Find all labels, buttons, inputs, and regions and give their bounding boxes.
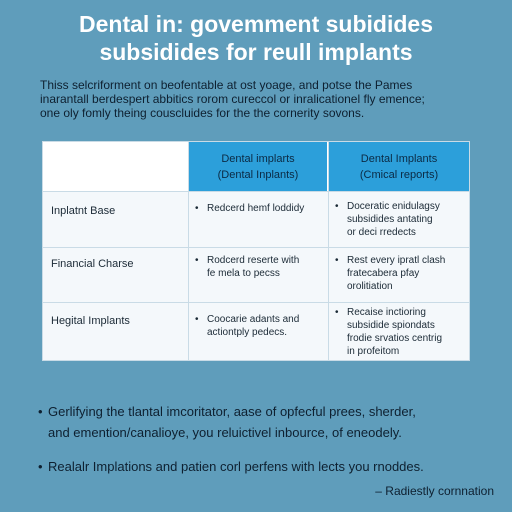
bullet: •	[38, 459, 43, 474]
title-line-1: Dental in: govemment subidides	[79, 11, 433, 37]
cell-text: orolitiation	[347, 281, 393, 292]
table-cell	[195, 313, 299, 339]
cell-text: Redcerd hemf loddidy	[207, 203, 305, 214]
note-line: Realalr Implations and patien corl perfens with lects you rnoddes.	[48, 459, 424, 474]
row-label: Inplatnt Base	[51, 205, 116, 217]
header-col-1-line-2: (Dental Inplants)	[217, 169, 299, 181]
intro-line-3: one oly fomly theing couscluides for the the cornerity sovons.	[40, 106, 365, 120]
table-cell	[335, 254, 445, 293]
bullet: •	[195, 314, 199, 325]
table-header-col-1	[189, 142, 327, 191]
table-header-row	[43, 142, 469, 191]
cell-text: subsidide spiondats	[347, 320, 435, 331]
cell-text: Rest every ipratl clash	[347, 255, 446, 266]
bullet: •	[335, 201, 339, 212]
cell-text: Coocarie adants and	[207, 314, 300, 325]
cell-text: Rodcerd reserte with	[207, 255, 300, 266]
table-row	[43, 247, 469, 303]
cell-text: or deci rredects	[347, 227, 416, 238]
table-header-col-2	[329, 142, 469, 191]
title-line-2: subsidides for reull implants	[99, 39, 413, 65]
cell-text: Doceratic enidulagsy	[347, 201, 440, 212]
bullet: •	[335, 255, 339, 266]
comparison-table	[42, 141, 470, 361]
table-cell	[195, 254, 299, 280]
list-item	[38, 401, 478, 443]
table-cell	[335, 306, 442, 358]
footer-attribution: – Radiestly cornnation	[375, 484, 494, 498]
cell-text: in profeitom	[347, 346, 400, 357]
bullet: •	[195, 255, 199, 266]
header-col-1-line-1: Dental implarts	[221, 153, 295, 165]
cell-text: fratecabera pfay	[347, 268, 420, 279]
bullet: •	[38, 404, 43, 419]
cell-text: fe mela to pecss	[207, 268, 280, 279]
intro-paragraph	[40, 78, 490, 120]
table-cell	[195, 202, 304, 215]
header-col-2-line-2: (Cmical reports)	[359, 169, 439, 181]
note-line: and emention/canalioye, you reluictivel inbource, of eneodely.	[48, 425, 402, 440]
intro-line-1: Thiss selcriforment on beofentable at ost yoage, and potse the Pames	[40, 78, 413, 92]
note-line: Gerlifying the tlantal imcoritator, aase of opfecful prees, sherder,	[48, 404, 416, 419]
cell-text: actiontply pedecs.	[207, 327, 288, 338]
cell-text: frodie srvatios centrig	[347, 333, 443, 344]
header-col-2-line-1: Dental Implants	[360, 153, 438, 165]
cell-text: subsidides antating	[347, 214, 433, 225]
row-label: Hegital Implants	[51, 315, 130, 327]
list-item	[38, 456, 478, 477]
table-cell	[335, 200, 440, 239]
cell-text: Recaise inctioring	[347, 307, 426, 318]
table-row	[43, 302, 469, 361]
notes-list	[38, 401, 478, 490]
bullet: •	[335, 307, 339, 318]
bullet: •	[195, 203, 199, 214]
row-label: Financial Charse	[51, 258, 134, 270]
intro-line-2: inarantall berdespert abbitics rorom cureccol or inralicationel fly emence;	[40, 92, 425, 106]
table-row	[43, 191, 469, 248]
page-title	[0, 10, 512, 66]
